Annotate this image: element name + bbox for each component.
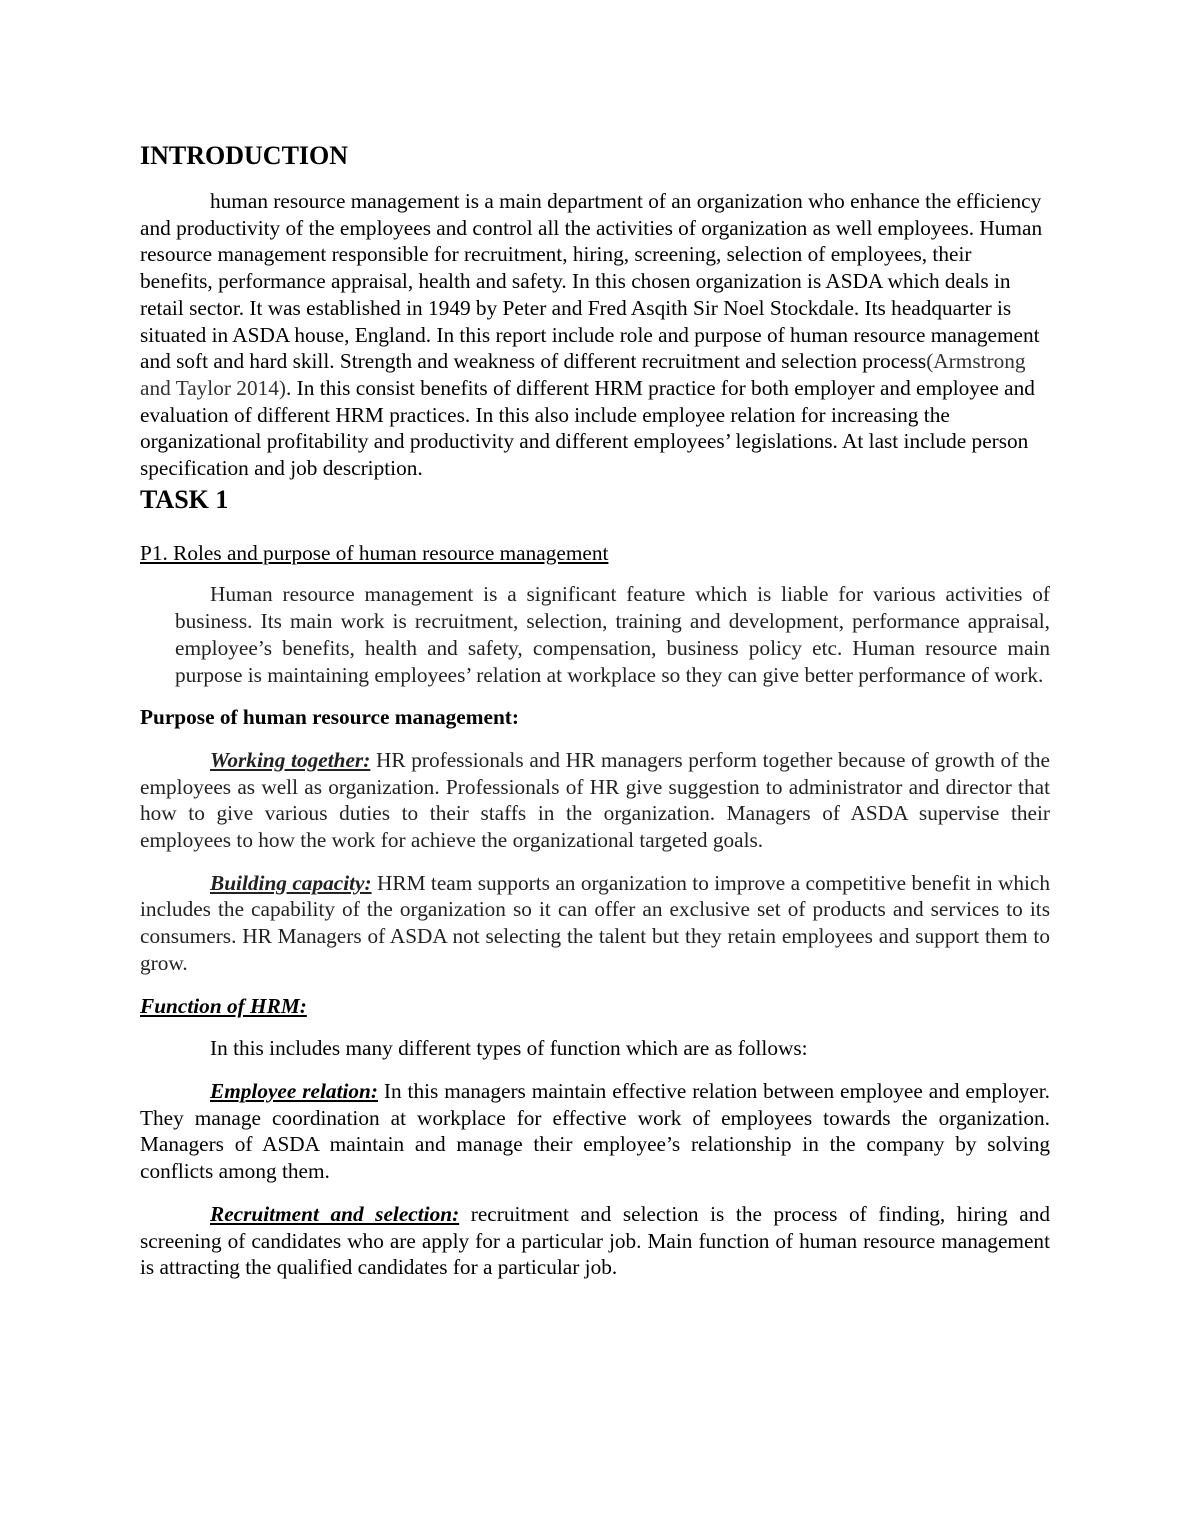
function-heading: Function of HRM: bbox=[140, 993, 307, 1018]
recruitment-selection-text: recruitment and selection is the process of finding, hiring and screening of candidates who are apply for a particular job. Main function of human resource management is attracting the qualified candidates for a particular job. bbox=[140, 1201, 1050, 1280]
working-together-paragraph bbox=[140, 747, 1050, 854]
function-intro: In this includes many different types of function which are as follows: bbox=[210, 1036, 808, 1061]
building-capacity-text: HRM team supports an organization to improve a competitive benefit in which includes the capability of the organization so it can offer an exclusive set of products and services to its consumers. HR Managers of ASDA not selecting the talent but they retain employees and support them to grow. bbox=[140, 870, 1051, 975]
building-capacity-paragraph bbox=[140, 870, 1050, 977]
introduction-heading: INTRODUCTION bbox=[140, 141, 349, 170]
intro-text-part-1: human resource management is a main department of an organization who enhance the efficiency and productivity of the employees and control all the activities of organization as well employees. Human resource management responsible for recruitment, hiring, screening, selection of employees, their benefits, performance appraisal, health and safety. In this chosen organization is ASDA which deals in retail sector. It was established in 1949 by Peter and Fred Asqith Sir Noel Stockdale. Its headquarter is situated in ASDA house, England. In this report include role and purpose of human resource management and soft and hard skill. Strength and weakness of different recruitment and selection process bbox=[140, 189, 1043, 374]
recruitment-selection-paragraph bbox=[140, 1201, 1050, 1281]
task-1-heading: TASK 1 bbox=[140, 484, 229, 514]
employee-relation-text: In this managers maintain effective relation between employee and employer. They manage coordination at workplace for effective work of employees towards the organization. Managers of ASDA maintain and manage their employee’s relationship in the company by solving conflicts among them. bbox=[140, 1078, 1050, 1184]
working-together-term: Working together: bbox=[210, 747, 371, 772]
p1-heading: P1. Roles and purpose of human resource management bbox=[140, 540, 609, 565]
building-capacity-term: Building capacity: bbox=[210, 870, 372, 895]
employee-relation-paragraph bbox=[140, 1078, 1050, 1185]
p1-paragraph: Human resource management is a significant feature which is liable for various activities of business. Its main work is recruitment, selection, training and development, performance appraisal, employee’s benefits, health and safety, compensation, business policy etc. Human resource main purpose is maintaining employees’ relation at workplace so they can give better performance of work. bbox=[175, 582, 1050, 687]
document-page bbox=[140, 138, 1050, 1281]
intro-text-part-2: . In this consist benefits of different HRM practice for both employer and employee and evaluation of different HRM practices. In this also include employee relation for increasing the organizational profitability and productivity and different employees’ legislations. At last include person specification and job description. bbox=[140, 375, 1035, 481]
working-together-text: HR professionals and HR managers perform together because of growth of the employees as well as organization. Professionals of HR give suggestion to administrator and director that how to give various duties to their staffs in the organization. Managers of ASDA supervise their employees to how the work for achieve the organizational targeted goals. bbox=[140, 747, 1050, 853]
purpose-heading: Purpose of human resource management: bbox=[140, 705, 519, 730]
introduction-paragraph bbox=[140, 188, 1045, 482]
recruitment-selection-term: Recruitment and selection: bbox=[210, 1201, 460, 1226]
employee-relation-term: Employee relation: bbox=[210, 1078, 378, 1103]
citation: (Armstrong and Taylor 2014) bbox=[140, 349, 1026, 400]
